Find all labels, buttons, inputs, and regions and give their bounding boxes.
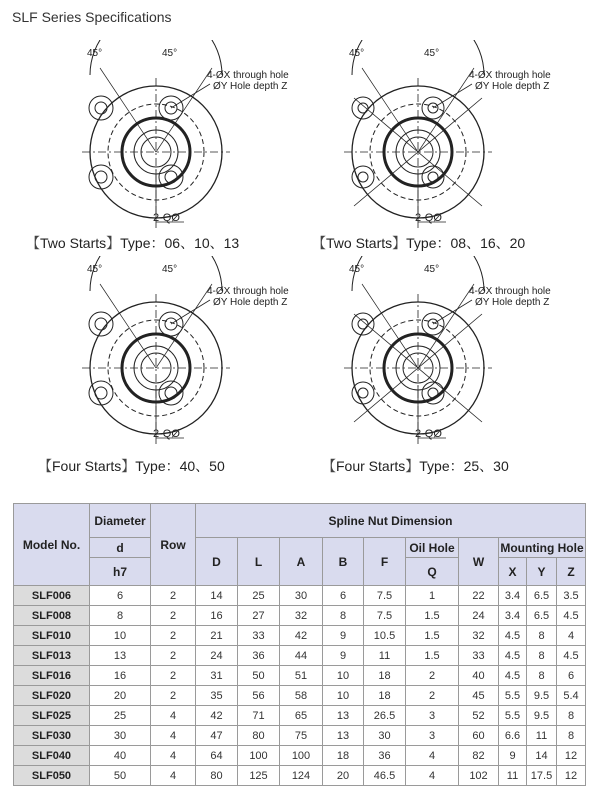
cell-b: 10: [323, 666, 364, 686]
cell-row: 2: [151, 606, 196, 626]
caption-two-starts-b: 【Two Starts】Type：08、16、20: [312, 235, 526, 251]
cell-d: 42: [196, 706, 238, 726]
cell-l: 25: [238, 586, 280, 606]
row-model: SLF040: [14, 746, 90, 766]
cell-a: 51: [280, 666, 323, 686]
cell-d: 10: [90, 626, 151, 646]
cell-row: 4: [151, 726, 196, 746]
header-Y: Y: [527, 558, 557, 586]
cell-x: 5.5: [499, 706, 527, 726]
cell-q: 2: [406, 666, 459, 686]
cell-w: 102: [459, 766, 499, 786]
flange-outline: [82, 256, 230, 444]
cell-y: 14: [527, 746, 557, 766]
cell-a: 65: [280, 706, 323, 726]
cell-q: 2: [406, 686, 459, 706]
cell-w: 24: [459, 606, 499, 626]
cell-l: 71: [238, 706, 280, 726]
cell-d: 13: [90, 646, 151, 666]
cell-l: 36: [238, 646, 280, 666]
cell-q: 3: [406, 706, 459, 726]
cell-y: 17.5: [527, 766, 557, 786]
cell-a: 124: [280, 766, 323, 786]
angle-label-right: 45°: [424, 264, 440, 275]
table-row: [14, 626, 586, 646]
cell-l: 56: [238, 686, 280, 706]
angle-label-left: 45°: [349, 48, 365, 59]
cell-z: 4: [557, 626, 586, 646]
header-L: L: [238, 538, 280, 586]
cell-b: 6: [323, 586, 364, 606]
cell-f: 7.5: [364, 586, 406, 606]
cell-a: 58: [280, 686, 323, 706]
header-h7: h7: [90, 558, 151, 586]
header-D: D: [196, 538, 238, 586]
table-row: [14, 766, 586, 786]
cell-d: 20: [90, 686, 151, 706]
header-mounting-hole: Mounting Hole: [499, 538, 586, 558]
cell-f: 46.5: [364, 766, 406, 786]
cell-x: 11: [499, 766, 527, 786]
row-model: SLF050: [14, 766, 90, 786]
cell-d: 25: [90, 706, 151, 726]
angle-label-right: 45°: [162, 48, 178, 59]
cell-f: 30: [364, 726, 406, 746]
spec-table-body: [14, 586, 586, 786]
cell-y: 11: [527, 726, 557, 746]
cell-q: 4: [406, 746, 459, 766]
cell-f: 10.5: [364, 626, 406, 646]
angle-label-left: 45°: [349, 264, 365, 275]
header-spline-nut: Spline Nut Dimension: [196, 504, 586, 538]
cell-x: 6.6: [499, 726, 527, 746]
callout-hole-depth: ØY Hole depth Z: [213, 297, 288, 308]
cell-d: 14: [196, 586, 238, 606]
cell-d: 8: [90, 606, 151, 626]
cell-z: 5.4: [557, 686, 586, 706]
cell-w: 45: [459, 686, 499, 706]
q-label: 2-QØ: [153, 428, 180, 440]
cell-l: 27: [238, 606, 280, 626]
header-Z: Z: [557, 558, 586, 586]
angle-label-right: 45°: [162, 264, 178, 275]
header-oil-hole: Oil Hole: [406, 538, 459, 558]
spec-table: [13, 503, 586, 786]
cell-l: 80: [238, 726, 280, 746]
callout-through-hole: 4-ØX through hole: [207, 70, 289, 81]
cell-x: 5.5: [499, 686, 527, 706]
cell-a: 75: [280, 726, 323, 746]
row-model: SLF006: [14, 586, 90, 606]
drawing-four-starts-a: [20, 256, 310, 456]
callout-hole-depth: ØY Hole depth Z: [475, 81, 550, 92]
drawing-two-starts-b: [282, 40, 572, 240]
cell-w: 22: [459, 586, 499, 606]
callout-hole-depth: ØY Hole depth Z: [475, 297, 550, 308]
header-B: B: [323, 538, 364, 586]
cell-z: 8: [557, 706, 586, 726]
row-model: SLF008: [14, 606, 90, 626]
cell-row: 4: [151, 706, 196, 726]
cell-d: 24: [196, 646, 238, 666]
drawing-four-starts-b: [282, 256, 572, 456]
cell-z: 6: [557, 666, 586, 686]
row-model: SLF016: [14, 666, 90, 686]
cell-d: 40: [90, 746, 151, 766]
callout-hole-depth: ØY Hole depth Z: [213, 81, 288, 92]
q-label: 2-QØ: [415, 428, 442, 440]
cell-row: 2: [151, 626, 196, 646]
cell-b: 9: [323, 646, 364, 666]
cell-row: 2: [151, 586, 196, 606]
cell-q: 1: [406, 586, 459, 606]
cell-a: 32: [280, 606, 323, 626]
cell-z: 12: [557, 746, 586, 766]
table-row: [14, 726, 586, 746]
cell-y: 6.5: [527, 586, 557, 606]
caption-four-starts-a: 【Four Starts】Type：40、50: [38, 458, 225, 474]
cell-y: 9.5: [527, 706, 557, 726]
header-F: F: [364, 538, 406, 586]
row-model: SLF010: [14, 626, 90, 646]
cell-row: 2: [151, 646, 196, 666]
flange-outline: [344, 256, 492, 444]
caption-four-starts-b: 【Four Starts】Type：25、30: [322, 458, 509, 474]
cell-w: 33: [459, 646, 499, 666]
drawing-two-starts-a: [20, 40, 310, 240]
cell-w: 32: [459, 626, 499, 646]
cell-l: 100: [238, 746, 280, 766]
row-model: SLF013: [14, 646, 90, 666]
cell-d: 35: [196, 686, 238, 706]
cell-row: 4: [151, 766, 196, 786]
row-model: SLF030: [14, 726, 90, 746]
cell-d: 50: [90, 766, 151, 786]
cell-a: 42: [280, 626, 323, 646]
header-X: X: [499, 558, 527, 586]
cell-y: 6.5: [527, 606, 557, 626]
cell-d: 21: [196, 626, 238, 646]
cell-f: 26.5: [364, 706, 406, 726]
table-row: [14, 586, 586, 606]
header-diameter: Diameter: [90, 504, 151, 538]
cell-b: 13: [323, 726, 364, 746]
header-model: Model No.: [14, 504, 90, 586]
angle-label-left: 45°: [87, 48, 103, 59]
cell-z: 8: [557, 726, 586, 746]
table-row: [14, 646, 586, 666]
table-row: [14, 686, 586, 706]
cell-q: 1.5: [406, 606, 459, 626]
header-W: W: [459, 538, 499, 586]
cell-d: 6: [90, 586, 151, 606]
cell-w: 60: [459, 726, 499, 746]
cell-w: 82: [459, 746, 499, 766]
cell-d: 31: [196, 666, 238, 686]
table-row: [14, 666, 586, 686]
cell-f: 7.5: [364, 606, 406, 626]
q-label: 2-QØ: [415, 212, 442, 224]
cell-f: 36: [364, 746, 406, 766]
cell-x: 9: [499, 746, 527, 766]
page-title: SLF Series Specifications: [12, 9, 172, 25]
cell-f: 18: [364, 686, 406, 706]
cell-a: 100: [280, 746, 323, 766]
cell-y: 8: [527, 666, 557, 686]
cell-l: 125: [238, 766, 280, 786]
cell-q: 4: [406, 766, 459, 786]
header-d: d: [90, 538, 151, 558]
row-model: SLF025: [14, 706, 90, 726]
cell-row: 4: [151, 746, 196, 766]
table-row: [14, 706, 586, 726]
cell-l: 50: [238, 666, 280, 686]
cell-x: 4.5: [499, 666, 527, 686]
cell-b: 13: [323, 706, 364, 726]
row-model: SLF020: [14, 686, 90, 706]
q-label: 2-QØ: [153, 212, 180, 224]
cell-y: 9.5: [527, 686, 557, 706]
cell-d: 64: [196, 746, 238, 766]
callout-through-hole: 4-ØX through hole: [469, 70, 551, 81]
header-Q: Q: [406, 558, 459, 586]
cell-x: 4.5: [499, 626, 527, 646]
cell-d: 30: [90, 726, 151, 746]
callout-through-hole: 4-ØX through hole: [469, 286, 551, 297]
cell-y: 8: [527, 626, 557, 646]
cell-q: 3: [406, 726, 459, 746]
angle-label-right: 45°: [424, 48, 440, 59]
cell-row: 2: [151, 686, 196, 706]
cell-z: 4.5: [557, 606, 586, 626]
table-row: [14, 746, 586, 766]
cell-b: 20: [323, 766, 364, 786]
table-row: [14, 606, 586, 626]
cell-x: 4.5: [499, 646, 527, 666]
cell-d: 16: [196, 606, 238, 626]
cell-row: 2: [151, 666, 196, 686]
cell-z: 3.5: [557, 586, 586, 606]
cell-f: 18: [364, 666, 406, 686]
cell-d: 80: [196, 766, 238, 786]
cell-b: 8: [323, 606, 364, 626]
flange-outline: [344, 40, 492, 228]
cell-z: 12: [557, 766, 586, 786]
cell-f: 11: [364, 646, 406, 666]
cell-q: 1.5: [406, 646, 459, 666]
angle-label-left: 45°: [87, 264, 103, 275]
header-A: A: [280, 538, 323, 586]
cell-l: 33: [238, 626, 280, 646]
cell-d: 16: [90, 666, 151, 686]
cell-a: 30: [280, 586, 323, 606]
cell-w: 52: [459, 706, 499, 726]
flange-outline: [82, 40, 230, 228]
header-row: Row: [151, 504, 196, 586]
cell-b: 18: [323, 746, 364, 766]
cell-q: 1.5: [406, 626, 459, 646]
cell-y: 8: [527, 646, 557, 666]
cell-d: 47: [196, 726, 238, 746]
cell-x: 3.4: [499, 586, 527, 606]
cell-w: 40: [459, 666, 499, 686]
cell-x: 3.4: [499, 606, 527, 626]
cell-b: 10: [323, 686, 364, 706]
caption-two-starts-a: 【Two Starts】Type：06、10、13: [26, 235, 240, 251]
callout-through-hole: 4-ØX through hole: [207, 286, 289, 297]
cell-a: 44: [280, 646, 323, 666]
cell-b: 9: [323, 626, 364, 646]
cell-z: 4.5: [557, 646, 586, 666]
